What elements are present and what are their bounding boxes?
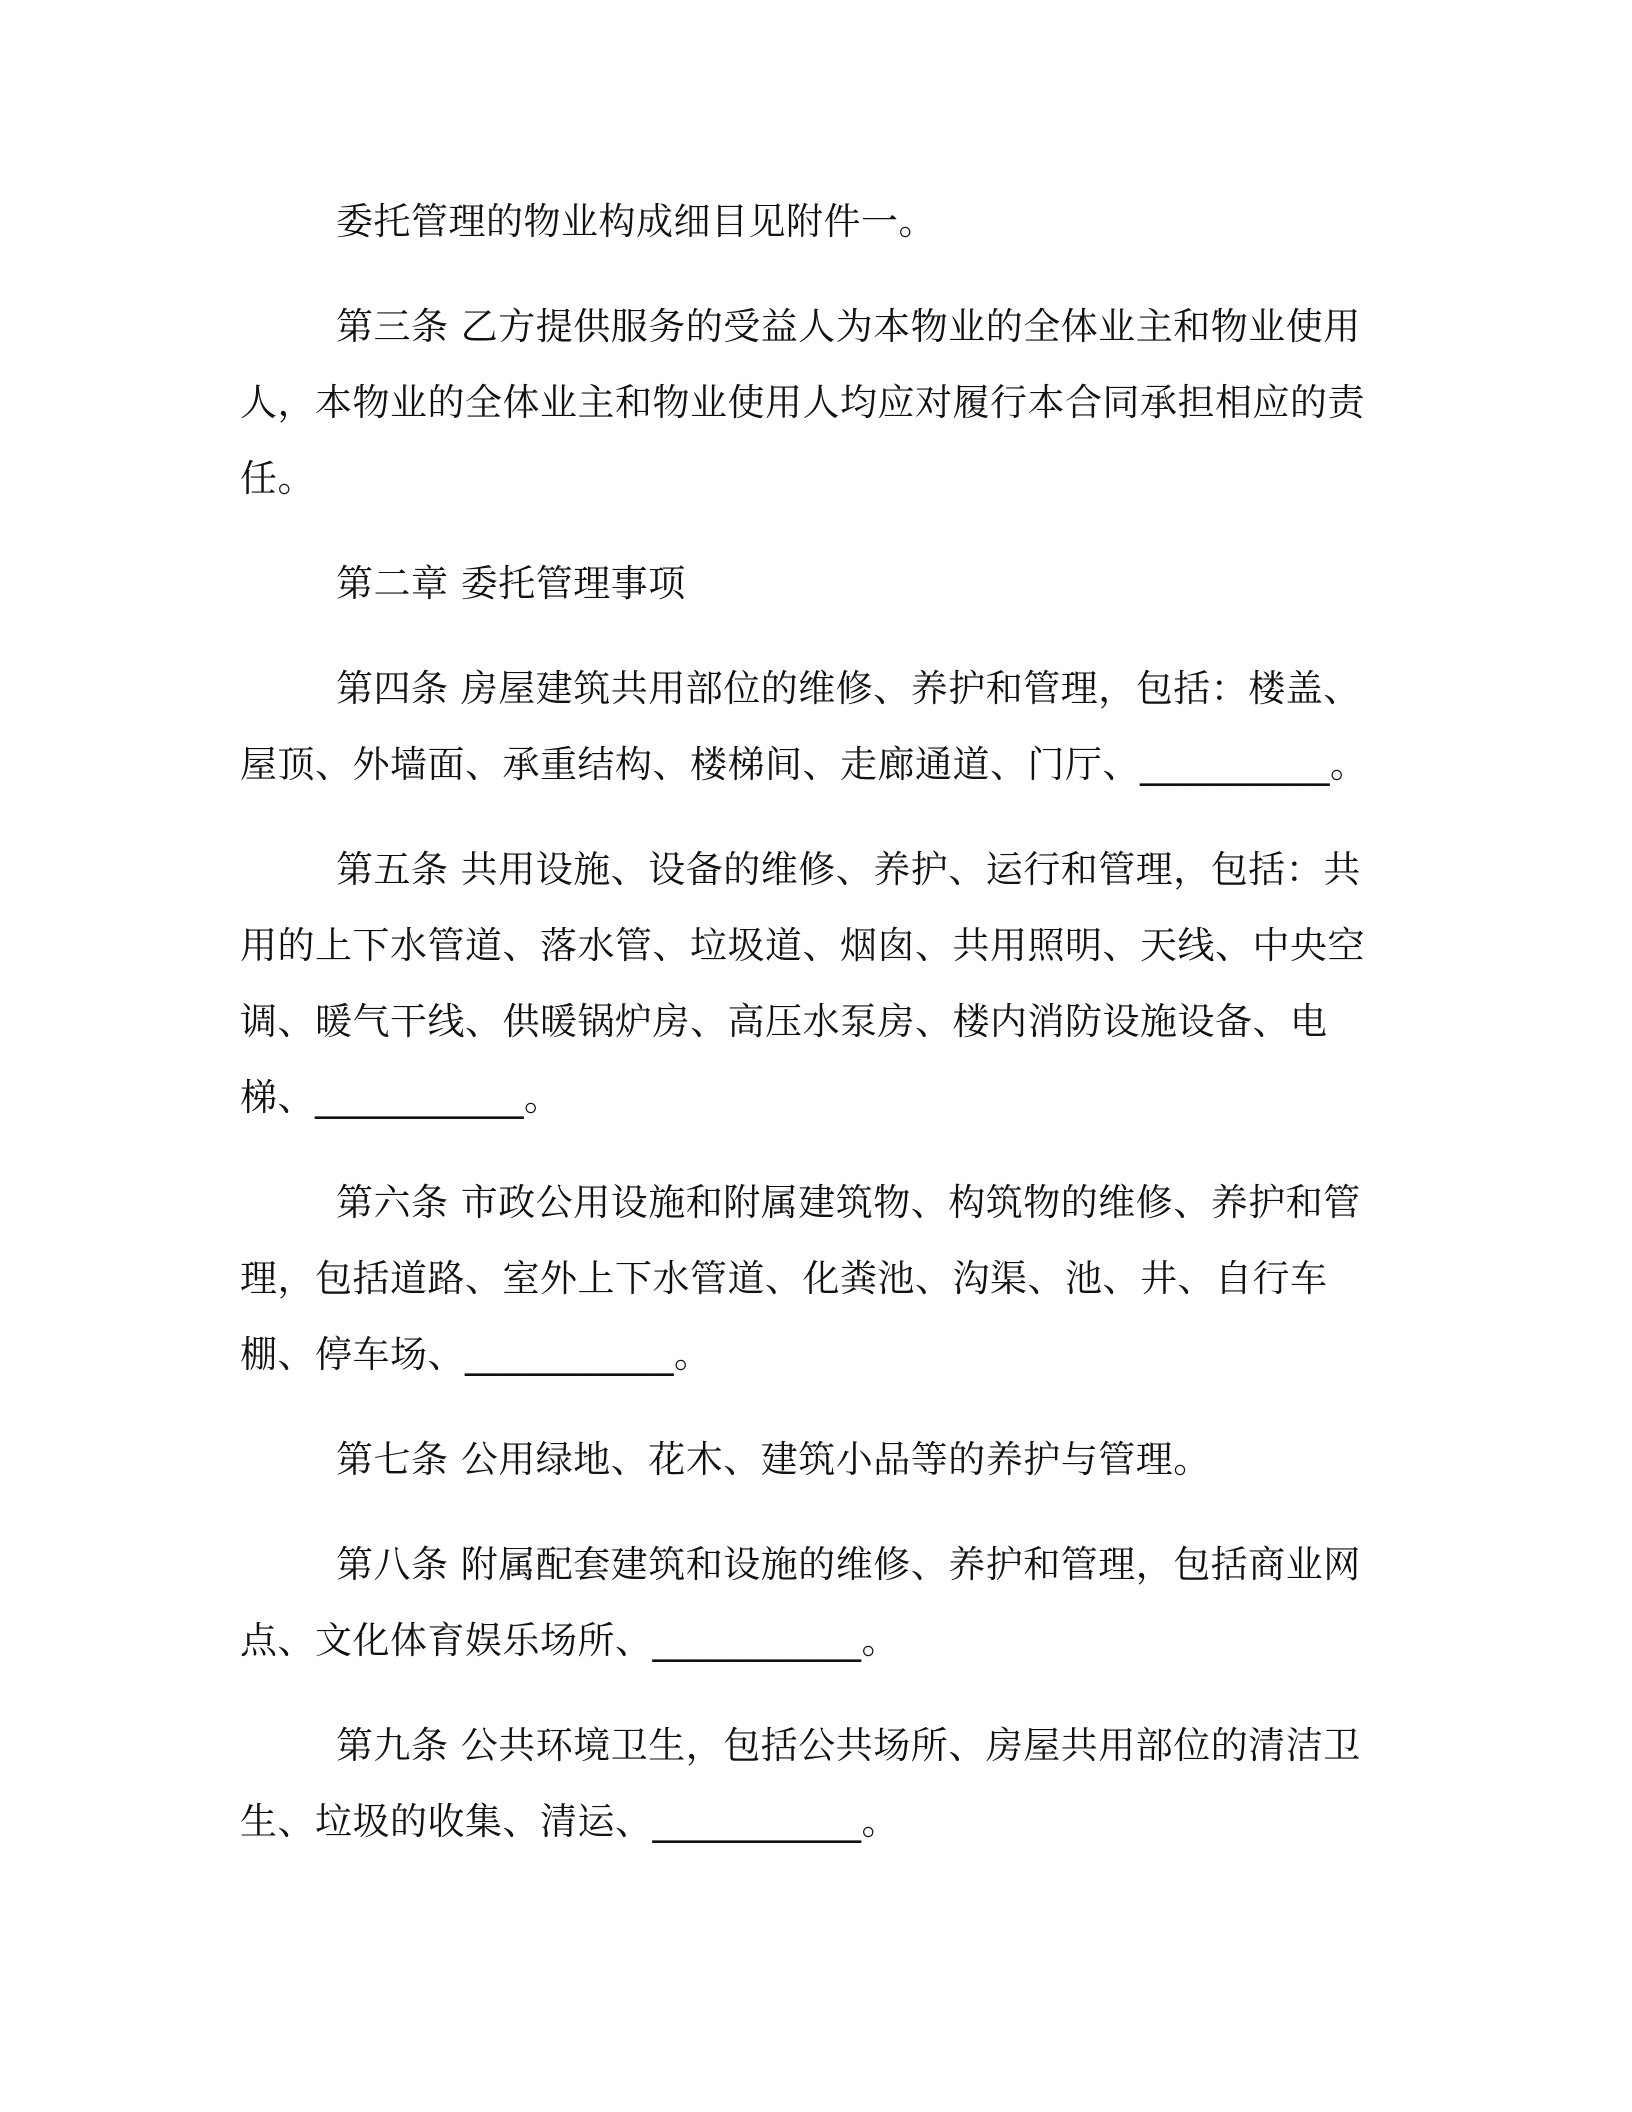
paragraph-article-5: 第五条 共用设施、设备的维修、养护、运行和管理，包括：共用的上下水管道、落水管、垃圾道、烟囱、共用照明、天线、中央空调、暖气干线、供暖锅炉房、高压水泵房、楼内消防设施设备、电梯、___________。 bbox=[240, 848, 1365, 1119]
paragraph-article-3: 第三条 乙方提供服务的受益人为本物业的全体业主和物业使用人，本物业的全体业主和物业使用人均应对履行本合同承担相应的责任。 bbox=[240, 305, 1365, 500]
paragraph-annex-note: 委托管理的物业构成细目见附件一。 bbox=[336, 200, 936, 243]
paragraph-article-9: 第九条 公共环境卫生，包括公共场所、房屋共用部位的清洁卫生、垃圾的收集、清运、___________。 bbox=[240, 1724, 1361, 1843]
paragraph-article-8: 第八条 附属配套建筑和设施的维修、养护和管理，包括商业网点、文化体育娱乐场所、___________。 bbox=[240, 1543, 1361, 1662]
paragraph-article-4: 第四条 房屋建筑共用部位的维修、养护和管理，包括：楼盖、屋顶、外墙面、承重结构、楼梯间、走廊通道、门厅、__________。 bbox=[240, 667, 1368, 786]
paragraph-article-7: 第七条 公用绿地、花木、建筑小品等的养护与管理。 bbox=[336, 1438, 1211, 1481]
chapter-heading-2: 第二章 委托管理事项 bbox=[336, 562, 686, 605]
document-body bbox=[240, 184, 1385, 1860]
paragraph-article-6: 第六条 市政公用设施和附属建筑物、构筑物的维修、养护和管理，包括道路、室外上下水管道、化粪池、沟渠、池、井、自行车棚、停车场、___________。 bbox=[240, 1181, 1361, 1376]
